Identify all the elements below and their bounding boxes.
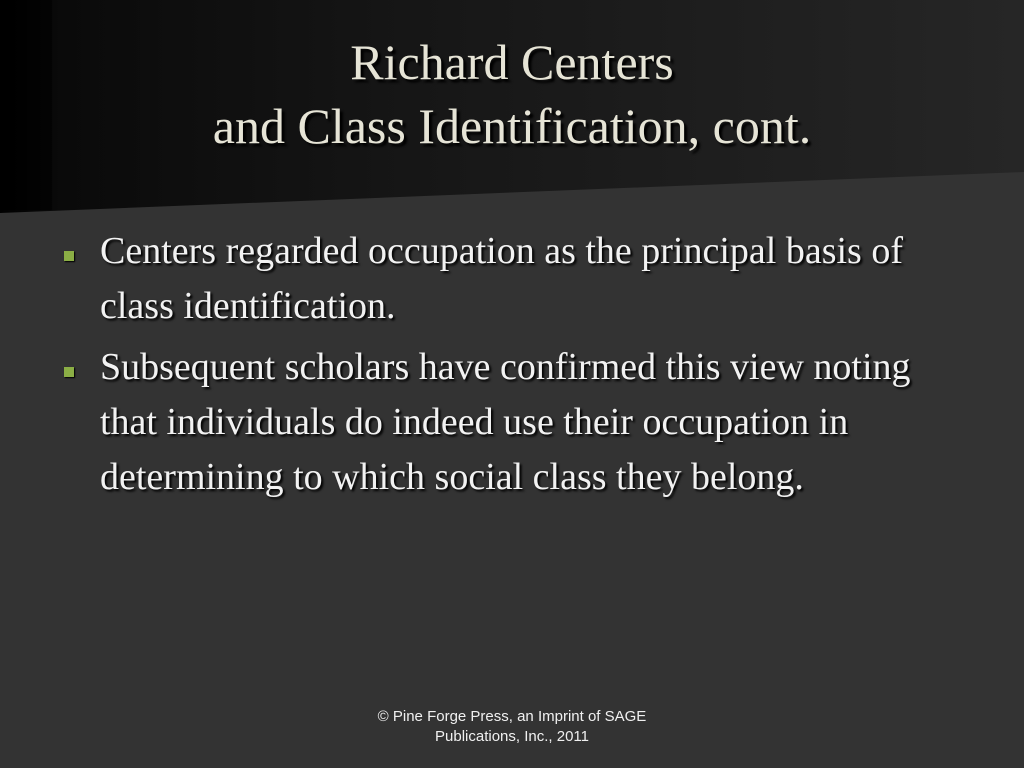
bullet-item	[60, 224, 960, 334]
slide-title	[0, 30, 1024, 158]
title-line-2: and Class Identification, cont.	[212, 98, 812, 154]
bullet-list	[60, 224, 960, 511]
title-line-1: Richard Centers	[350, 34, 674, 90]
footer-line-1: © Pine Forge Press, an Imprint of SAGE	[377, 708, 647, 725]
bullet-text: Centers regarded occupation as the principal basis of class identification.	[100, 230, 903, 327]
footer-line-2: Publications, Inc., 2011	[435, 728, 589, 745]
bullet-item	[60, 340, 960, 505]
bullet-text: Subsequent scholars have confirmed this view noting that individuals do indeed use their occupation in determining to which social class they belong.	[100, 346, 911, 498]
copyright-footer	[312, 707, 712, 747]
square-bullet-icon	[64, 367, 74, 377]
square-bullet-icon	[64, 251, 74, 261]
